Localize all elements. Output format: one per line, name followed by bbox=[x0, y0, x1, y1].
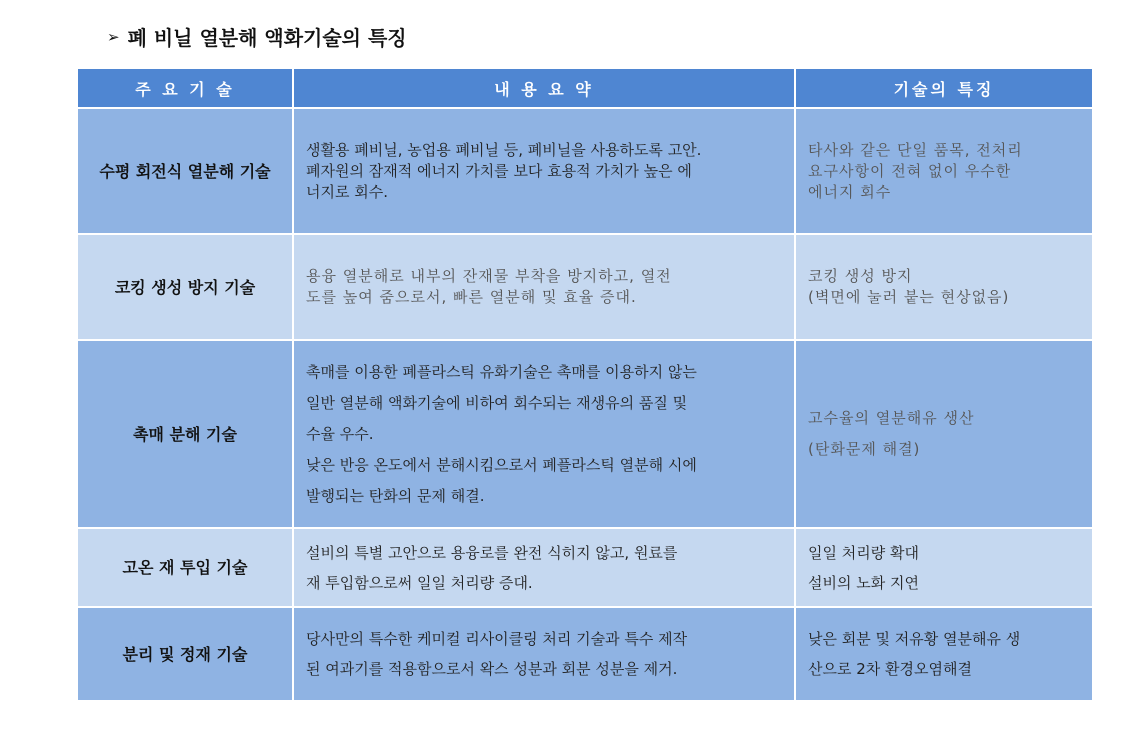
tech-name: 코킹 생성 방지 기술 bbox=[77, 234, 293, 340]
tech-description: 용융 열분해로 내부의 잔재물 부착을 방지하고, 열전 도를 높여 줌으로서, 빠른 열분해 및 효율 증대. bbox=[293, 234, 795, 340]
header-main-tech: 주 요 기 술 bbox=[77, 68, 293, 108]
arrow-bullet-icon: ➢ bbox=[107, 27, 120, 46]
tech-name: 촉매 분해 기술 bbox=[77, 340, 293, 528]
feature-table bbox=[76, 67, 1094, 702]
tech-name: 수평 회전식 열분해 기술 bbox=[77, 108, 293, 234]
tech-name: 고온 재 투입 기술 bbox=[77, 528, 293, 607]
tech-description: 촉매를 이용한 폐플라스틱 유화기술은 촉매를 이용하지 않는 일반 열분해 액화기술에 비하여 회수되는 재생유의 품질 및 수율 우수. 낮은 반응 온도에서 분해시킴으로서 폐플라스틱 열분해 시에 발행되는 탄화의 문제 해결. bbox=[293, 340, 795, 528]
table-row bbox=[77, 108, 1093, 234]
table-header-row bbox=[77, 68, 1093, 108]
tech-feature: 고수율의 열분해유 생산 (탄화문제 해결) bbox=[795, 340, 1093, 528]
header-features: 기술의 특징 bbox=[795, 68, 1093, 108]
tech-feature: 일일 처리량 확대 설비의 노화 지연 bbox=[795, 528, 1093, 607]
tech-name: 분리 및 정재 기술 bbox=[77, 607, 293, 701]
tech-description: 설비의 특별 고안으로 용융로를 완전 식히지 않고, 원료를 재 투입함으로써 일일 처리량 증대. bbox=[293, 528, 795, 607]
table-row bbox=[77, 234, 1093, 340]
tech-feature: 타사와 같은 단일 품목, 전처리 요구사항이 전혀 없이 우수한 에너지 회수 bbox=[795, 108, 1093, 234]
header-summary: 내 용 요 약 bbox=[293, 68, 795, 108]
table-row bbox=[77, 607, 1093, 701]
tech-feature: 낮은 회분 및 저유황 열분해유 생 산으로 2차 환경오염해결 bbox=[795, 607, 1093, 701]
page-title-text: 폐 비닐 열분해 액화기술의 특징 bbox=[127, 26, 407, 50]
table-row bbox=[77, 340, 1093, 528]
tech-description: 생활용 폐비닐, 농업용 폐비닐 등, 폐비닐을 사용하도록 고안. 폐자원의 잠재적 에너지 가치를 보다 효용적 가치가 높은 에 너지로 회수. bbox=[293, 108, 795, 234]
table-row bbox=[77, 528, 1093, 607]
page-title bbox=[107, 22, 407, 51]
tech-description: 당사만의 특수한 케미컬 리사이클링 처리 기술과 특수 제작 된 여과기를 적용함으로서 왁스 성분과 회분 성분을 제거. bbox=[293, 607, 795, 701]
tech-feature: 코킹 생성 방지 (벽면에 눌러 붙는 현상없음) bbox=[795, 234, 1093, 340]
